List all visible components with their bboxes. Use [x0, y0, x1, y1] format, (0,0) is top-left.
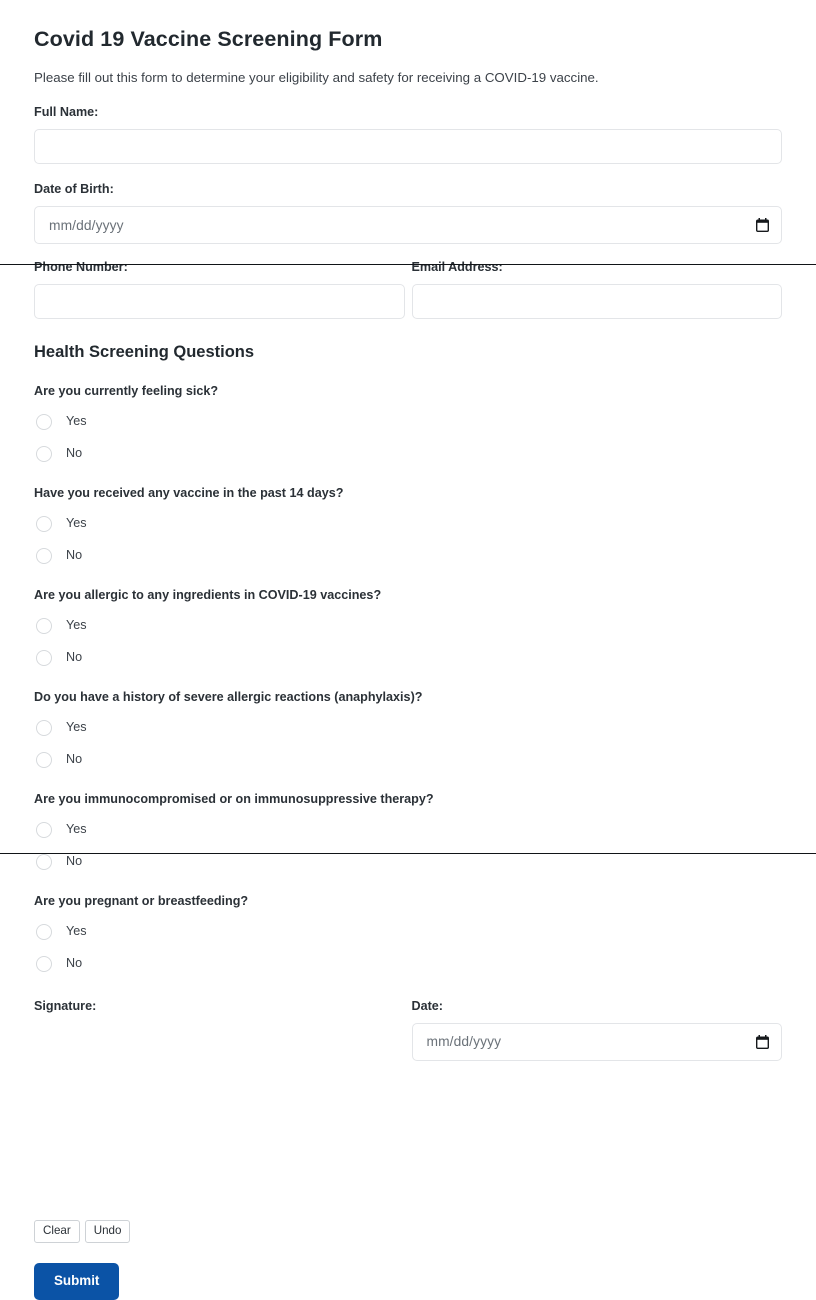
- radio-icon[interactable]: [36, 650, 52, 666]
- question-4-option-no[interactable]: [34, 747, 782, 773]
- radio-label: Yes: [66, 516, 87, 531]
- full-name-input[interactable]: [34, 129, 782, 164]
- date-of-birth-label: Date of Birth:: [34, 182, 114, 197]
- radio-label: Yes: [66, 822, 87, 837]
- health-screening-heading: Health Screening Questions: [34, 343, 255, 362]
- signature-row: [34, 977, 782, 1210]
- question-label-5: Are you immunocompromised or on immunosuppressive therapy?: [34, 791, 434, 806]
- radio-label: No: [66, 752, 83, 767]
- radio-label: No: [66, 548, 83, 563]
- question-label-2: Have you received any vaccine in the past 14 days?: [34, 485, 344, 500]
- question-label-6: Are you pregnant or breastfeeding?: [34, 893, 249, 908]
- question-2-option-no[interactable]: [34, 543, 782, 569]
- form-intro-text: Please fill out this form to determine your eligibility and safety for receiving a COVID-19 vaccine.: [34, 69, 599, 85]
- signature-date-label: Date:: [411, 998, 443, 1013]
- question-label-3: Are you allergic to any ingredients in COVID-19 vaccines?: [34, 587, 382, 602]
- radio-icon[interactable]: [36, 822, 52, 838]
- question-4-option-yes[interactable]: [34, 715, 782, 741]
- radio-icon[interactable]: [36, 548, 52, 564]
- submit-row: [34, 1243, 782, 1299]
- question-6-option-yes[interactable]: [34, 919, 782, 945]
- full-name-field-block: [34, 87, 782, 164]
- clear-signature-button[interactable]: Clear: [34, 1220, 80, 1244]
- email-address-input[interactable]: [412, 284, 783, 319]
- question-2-option-yes[interactable]: [34, 511, 782, 537]
- question-label-1: Are you currently feeling sick?: [34, 383, 219, 398]
- question-3-option-no[interactable]: [34, 645, 782, 671]
- signature-field-block: [34, 998, 405, 1210]
- question-group-2: [34, 467, 782, 569]
- question-1-option-yes[interactable]: [34, 409, 782, 435]
- calendar-icon[interactable]: [756, 218, 769, 232]
- question-6-option-no[interactable]: [34, 951, 782, 977]
- radio-icon[interactable]: [36, 752, 52, 768]
- signature-pad-tools: [34, 1210, 782, 1244]
- calendar-icon[interactable]: [756, 1035, 769, 1049]
- radio-icon[interactable]: [36, 516, 52, 532]
- radio-icon[interactable]: [36, 854, 52, 870]
- question-group-4: [34, 671, 782, 773]
- radio-label: Yes: [66, 618, 87, 633]
- signature-date-input[interactable]: [412, 1023, 783, 1061]
- phone-number-field-block: [34, 259, 405, 319]
- radio-label: Yes: [66, 414, 87, 429]
- radio-icon[interactable]: [36, 720, 52, 736]
- question-1-option-no[interactable]: [34, 441, 782, 467]
- question-5-option-yes[interactable]: [34, 817, 782, 843]
- signature-date-field-block: [412, 998, 783, 1210]
- radio-label: Yes: [66, 720, 87, 735]
- submit-button[interactable]: Submit: [34, 1263, 119, 1299]
- email-address-label: Email Address:: [411, 260, 503, 275]
- date-of-birth-placeholder: mm/dd/yyyy: [49, 217, 124, 233]
- full-name-label: Full Name:: [34, 105, 99, 120]
- page-title: Covid 19 Vaccine Screening Form: [34, 27, 383, 51]
- radio-label: No: [66, 446, 83, 461]
- phone-number-input[interactable]: [34, 284, 405, 319]
- phone-number-label: Phone Number:: [34, 260, 128, 275]
- signature-label: Signature:: [34, 998, 97, 1013]
- radio-label: No: [66, 956, 83, 971]
- signature-pad-canvas[interactable]: [34, 1025, 405, 1210]
- question-group-1: [34, 364, 782, 467]
- date-of-birth-input[interactable]: [34, 206, 782, 244]
- question-group-3: [34, 569, 782, 671]
- radio-label: No: [66, 854, 83, 869]
- radio-icon[interactable]: [36, 956, 52, 972]
- contact-row: [34, 244, 782, 319]
- radio-icon[interactable]: [36, 924, 52, 940]
- radio-label: No: [66, 650, 83, 665]
- question-label-4: Do you have a history of severe allergic reactions (anaphylaxis)?: [34, 689, 423, 704]
- question-group-5: [34, 773, 782, 875]
- radio-icon[interactable]: [36, 446, 52, 462]
- email-address-field-block: [412, 259, 783, 319]
- radio-icon[interactable]: [36, 618, 52, 634]
- signature-date-placeholder: mm/dd/yyyy: [426, 1034, 502, 1050]
- page-break-rule-top: [0, 264, 816, 265]
- question-group-6: [34, 875, 782, 977]
- page-break-rule-bottom: [0, 853, 816, 854]
- radio-label: Yes: [66, 924, 87, 939]
- radio-icon[interactable]: [36, 414, 52, 430]
- date-of-birth-field-block: [34, 164, 782, 244]
- question-3-option-yes[interactable]: [34, 613, 782, 639]
- undo-signature-button[interactable]: Undo: [85, 1220, 131, 1244]
